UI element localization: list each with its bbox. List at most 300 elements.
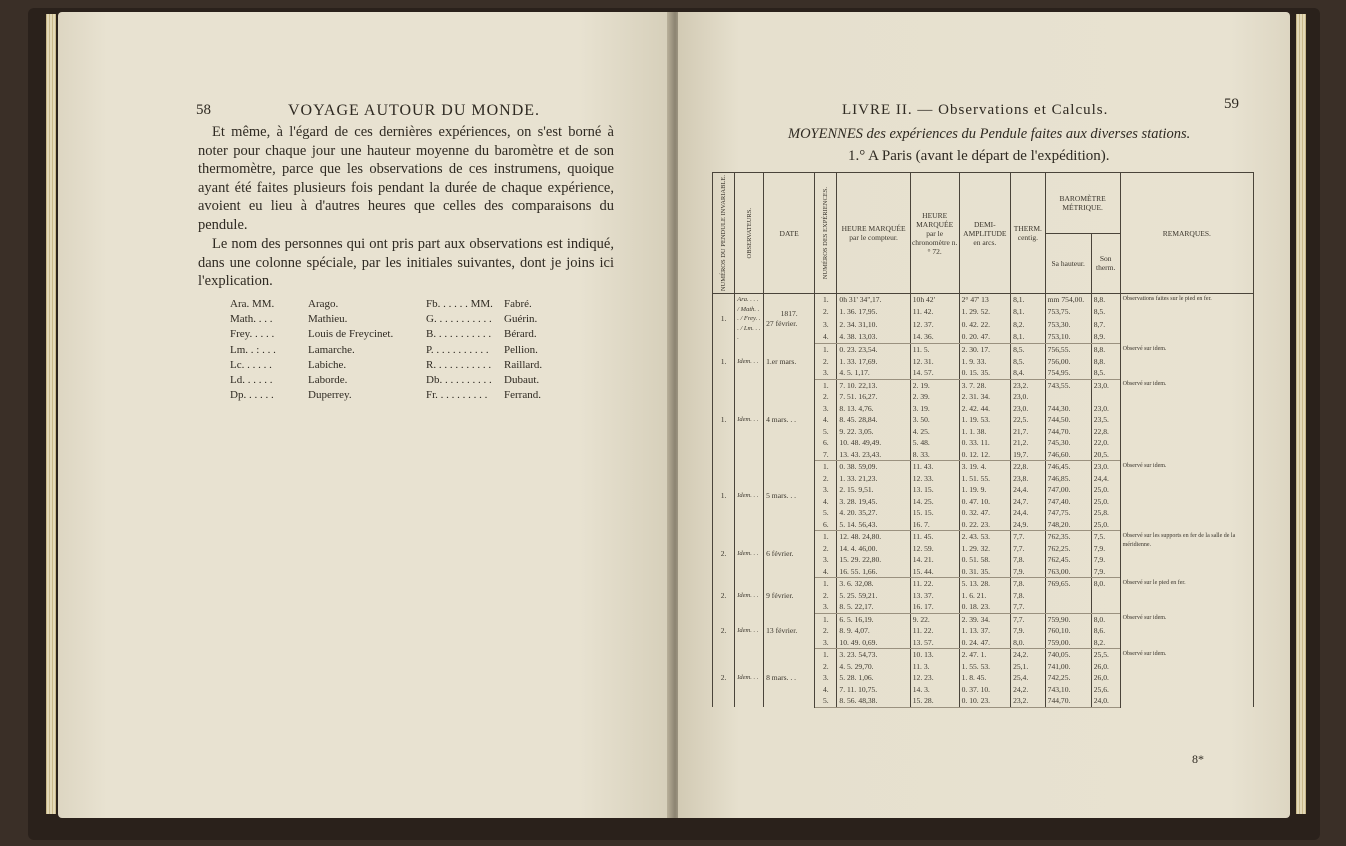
page-number-right: 59: [1224, 96, 1239, 112]
heure-chrono: 14. 3.: [910, 684, 959, 696]
abbreviation-name: Pellion.: [504, 343, 538, 356]
barometre-hauteur: 744,70.: [1045, 695, 1091, 707]
right-page-edges: [1296, 14, 1306, 814]
therm: 24,9.: [1011, 519, 1046, 531]
demi-amplitude: 2. 47. 1.: [959, 649, 1010, 661]
barometre-hauteur: 743,10.: [1045, 684, 1091, 696]
demi-amplitude: 0. 42. 22.: [959, 319, 1010, 331]
barometre-hauteur: 743,55.: [1045, 379, 1091, 391]
experience-number: 1.: [815, 379, 837, 391]
abbreviation-name: Mathieu.: [308, 313, 348, 326]
therm: 22,8.: [1011, 461, 1046, 473]
therm: 19,7.: [1011, 449, 1046, 461]
experience-number: 4.: [815, 414, 837, 426]
header-heure-chrono: HEURE MARQUÉE par le chronomètre n.° 72.: [910, 173, 959, 294]
experience-number: 5.: [815, 695, 837, 707]
heure-chrono: 14. 36.: [910, 331, 959, 344]
therm: 8,4.: [1011, 367, 1046, 379]
barometre-hauteur: 759,00.: [1045, 637, 1091, 649]
heure-chrono: 11. 5.: [910, 344, 959, 356]
abbreviation: Frey. . . . .: [230, 328, 275, 341]
demi-amplitude: 1. 1. 38.: [959, 426, 1010, 438]
barometre-therm: [1091, 391, 1120, 403]
heure-compteur: 8. 13. 4,76.: [837, 403, 910, 415]
barometre-therm: 25,6.: [1091, 684, 1120, 696]
observers: Idem. . .: [735, 461, 764, 531]
experience-number: 4.: [815, 331, 837, 344]
pendule-number: 1.: [713, 294, 735, 344]
heure-chrono: 12. 37.: [910, 319, 959, 331]
barometre-therm: 23,0.: [1091, 403, 1120, 415]
heure-chrono: 2. 19.: [910, 379, 959, 391]
experience-number: 3.: [815, 319, 837, 331]
experience-number: 2.: [815, 543, 837, 555]
experience-number: 2.: [815, 356, 837, 368]
remark: Observé sur les supports en fer de la salle de la méridienne.: [1120, 531, 1253, 578]
therm: 25,4.: [1011, 672, 1046, 684]
heure-chrono: 12. 33.: [910, 473, 959, 485]
heure-chrono: 4. 25.: [910, 426, 959, 438]
abbreviation-row: [230, 373, 400, 388]
demi-amplitude: 0. 33. 11.: [959, 437, 1010, 449]
abbreviation-name: Bérard.: [504, 328, 537, 341]
header-heure-compteur: HEURE MARQUÉE par le compteur.: [837, 173, 910, 294]
demi-amplitude: 3. 19. 4.: [959, 461, 1010, 473]
heure-chrono: 14. 25.: [910, 496, 959, 508]
heure-compteur: 16. 55. 1,66.: [837, 566, 910, 578]
therm: 8,5.: [1011, 356, 1046, 368]
remark: Observé sur le pied en fer.: [1120, 578, 1253, 614]
abbreviation-list-right: [426, 297, 596, 403]
remark: Observé sur idem.: [1120, 649, 1253, 708]
table-row: [713, 649, 1254, 661]
barometre-hauteur: 753,30.: [1045, 319, 1091, 331]
barometre-therm: 8,9.: [1091, 331, 1120, 344]
barometre-hauteur: 745,30.: [1045, 437, 1091, 449]
experience-number: 4.: [815, 566, 837, 578]
observers: Ara. . . . / Math. . . / Frey. . . / Lm. . . .: [735, 294, 764, 344]
barometre-hauteur: 747,75.: [1045, 507, 1091, 519]
heure-chrono: 13. 37.: [910, 590, 959, 602]
therm: 23,0.: [1011, 403, 1046, 415]
heure-chrono: 5. 48.: [910, 437, 959, 449]
remark: Observations faites sur le pied en fer.: [1120, 294, 1253, 344]
date: 4 mars. . .: [766, 415, 797, 425]
therm: 7,9.: [1011, 566, 1046, 578]
heure-compteur: 7. 10. 22,13.: [837, 379, 910, 391]
barometre-hauteur: 762,35.: [1045, 531, 1091, 543]
heure-chrono: 15. 28.: [910, 695, 959, 707]
heure-compteur: 8. 45. 28,84.: [837, 414, 910, 426]
table-row: [713, 344, 1254, 356]
remark: Observé sur idem.: [1120, 344, 1253, 380]
barometre-therm: 24,4.: [1091, 473, 1120, 485]
barometre-therm: 22,8.: [1091, 426, 1120, 438]
heure-chrono: 2. 39.: [910, 391, 959, 403]
heure-chrono: 10. 13.: [910, 649, 959, 661]
therm: 7,8.: [1011, 578, 1046, 590]
abbreviation: Ara. MM.: [230, 298, 275, 310]
abbreviation: G. . . . . . . . . . .: [426, 313, 492, 326]
abbreviation-name: Duperrey.: [308, 389, 352, 402]
year: 1817.: [780, 309, 798, 319]
barometre-hauteur: 756,00.: [1045, 356, 1091, 368]
demi-amplitude: 5. 13. 28.: [959, 578, 1010, 590]
abbreviation-name: Lamarche.: [308, 343, 355, 356]
therm: 7,8.: [1011, 590, 1046, 602]
demi-amplitude: 0. 15. 35.: [959, 367, 1010, 379]
heure-compteur: 5. 25. 59,21.: [837, 590, 910, 602]
barometre-therm: 20,5.: [1091, 449, 1120, 461]
experience-number: 3.: [815, 403, 837, 415]
demi-amplitude: 1. 8. 45.: [959, 672, 1010, 684]
heure-compteur: 3. 28. 19,45.: [837, 496, 910, 508]
abbreviation-row: [426, 297, 596, 312]
abbreviation-row: [230, 388, 400, 403]
observers: Idem. . .: [735, 578, 764, 614]
header-remarques: REMARQUES.: [1120, 173, 1253, 294]
table-row: [713, 461, 1254, 473]
abbreviation-row: [426, 373, 596, 388]
abbreviation: Math. . . .: [230, 313, 273, 326]
heure-compteur: 0. 38. 59,09.: [837, 461, 910, 473]
experience-number: 2.: [815, 625, 837, 637]
barometre-hauteur: 754,95.: [1045, 367, 1091, 379]
barometre-therm: 25,0.: [1091, 496, 1120, 508]
pendule-number: 2.: [713, 531, 735, 578]
observers: Idem. . .: [735, 379, 764, 461]
heure-chrono: 13. 57.: [910, 637, 959, 649]
therm: 8,1.: [1011, 306, 1046, 318]
heure-compteur: 4. 5. 29,70.: [837, 661, 910, 673]
barometre-therm: 26,0.: [1091, 672, 1120, 684]
table-subtitle: 1.° A Paris (avant le départ de l'expédition).: [848, 148, 1110, 164]
barometre-therm: 8,8.: [1091, 356, 1120, 368]
barometre-hauteur: 753,75.: [1045, 306, 1091, 318]
experience-number: 1.: [815, 578, 837, 590]
experience-number: 2.: [815, 306, 837, 318]
abbreviation-row: [426, 358, 596, 373]
heure-compteur: 5. 28. 1,06.: [837, 672, 910, 684]
demi-amplitude: 1. 13. 37.: [959, 625, 1010, 637]
demi-amplitude: 1. 51. 55.: [959, 473, 1010, 485]
experience-number: 1.: [815, 344, 837, 356]
barometre-hauteur: 763,00.: [1045, 566, 1091, 578]
heure-chrono: 11. 3.: [910, 661, 959, 673]
date-cell: [764, 613, 815, 649]
pendule-number: 2.: [713, 578, 735, 614]
demi-amplitude: 0. 24. 47.: [959, 637, 1010, 649]
therm: 22,5.: [1011, 414, 1046, 426]
heure-compteur: 3. 6. 32,08.: [837, 578, 910, 590]
demi-amplitude: 1. 29. 32.: [959, 543, 1010, 555]
barometre-hauteur: [1045, 391, 1091, 403]
abbreviation-row: [230, 312, 400, 327]
pendule-number: 1.: [713, 379, 735, 461]
barometre-hauteur: 746,45.: [1045, 461, 1091, 473]
abbreviation-name: Laborde.: [308, 374, 348, 387]
demi-amplitude: 0. 22. 23.: [959, 519, 1010, 531]
therm: 7,7.: [1011, 613, 1046, 625]
barometre-hauteur: 747,00.: [1045, 484, 1091, 496]
demi-amplitude: 2. 42. 44.: [959, 403, 1010, 415]
date-cell: [764, 531, 815, 578]
barometre-hauteur: [1045, 590, 1091, 602]
barometre-hauteur: 762,45.: [1045, 554, 1091, 566]
experience-number: 2.: [815, 661, 837, 673]
barometre-therm: 8,0.: [1091, 613, 1120, 625]
barometre-hauteur: mm 754,00.: [1045, 294, 1091, 307]
experience-number: 6.: [815, 519, 837, 531]
barometre-therm: 25,0.: [1091, 519, 1120, 531]
barometre-hauteur: 741,00.: [1045, 661, 1091, 673]
heure-compteur: 4. 5. 1,17.: [837, 367, 910, 379]
demi-amplitude: 0. 47. 10.: [959, 496, 1010, 508]
abbreviation-row: [230, 343, 400, 358]
heure-compteur: 1. 33. 17,69.: [837, 356, 910, 368]
abbreviation-row: [426, 343, 596, 358]
abbreviation-name: Raillard.: [504, 358, 543, 371]
heure-compteur: 14. 4. 46,00.: [837, 543, 910, 555]
heure-chrono: 15. 44.: [910, 566, 959, 578]
heure-chrono: 12. 23.: [910, 672, 959, 684]
experience-number: 1.: [815, 649, 837, 661]
heure-chrono: 11. 22.: [910, 625, 959, 637]
date: 5 mars. . .: [766, 490, 797, 500]
barometre-therm: [1091, 590, 1120, 602]
paragraph-1: Et même, à l'égard de ces dernières expériences, on s'est borné à noter pour chaque jour une hauteur moyenne du baromètre et de son thermomètre, parce que les observations de ces instrumens, quoique ayant été faites plusieurs fois pendant la durée de chaque expérience, avoient eu lieu à d'autres heures que celles des comparaisons du pendule.: [198, 124, 614, 233]
abbreviation-name: Louis de Freycinet.: [308, 328, 394, 341]
header-date: DATE: [764, 173, 815, 294]
abbreviation-name: Dubaut.: [504, 374, 540, 387]
observers: Idem. . .: [735, 649, 764, 708]
heure-compteur: 7. 51. 16,27.: [837, 391, 910, 403]
header-therm: THERM. centig.: [1011, 173, 1046, 294]
barometre-therm: 8,5.: [1091, 367, 1120, 379]
experience-number: 6.: [815, 437, 837, 449]
remark: Observé sur idem.: [1120, 379, 1253, 461]
demi-amplitude: 0. 31. 35.: [959, 566, 1010, 578]
heure-compteur: 1. 36. 17,95.: [837, 306, 910, 318]
barometre-therm: 25,0.: [1091, 484, 1120, 496]
experience-number: 2.: [815, 391, 837, 403]
demi-amplitude: 0. 37. 10.: [959, 684, 1010, 696]
therm: 7,8.: [1011, 554, 1046, 566]
demi-amplitude: 1. 29. 52.: [959, 306, 1010, 318]
heure-compteur: 7. 11. 10,75.: [837, 684, 910, 696]
barometre-hauteur: 746,85.: [1045, 473, 1091, 485]
experience-number: 5.: [815, 426, 837, 438]
barometre-therm: 7,9.: [1091, 554, 1120, 566]
date: 8 mars. . .: [766, 673, 797, 683]
barometre-therm: 24,0.: [1091, 695, 1120, 707]
therm: 24,7.: [1011, 496, 1046, 508]
heure-compteur: 12. 48. 24,80.: [837, 531, 910, 543]
heure-compteur: 3. 23. 54,73.: [837, 649, 910, 661]
header-sa-hauteur: Sa hauteur.: [1045, 233, 1091, 294]
page-number-left: 58: [196, 102, 211, 118]
heure-chrono: 16. 7.: [910, 519, 959, 531]
heure-compteur: 1. 33. 21,23.: [837, 473, 910, 485]
experience-number: 1.: [815, 531, 837, 543]
demi-amplitude: 0. 51. 58.: [959, 554, 1010, 566]
heure-chrono: 9. 22.: [910, 613, 959, 625]
date-cell: [764, 294, 815, 344]
heure-chrono: 11. 22.: [910, 578, 959, 590]
demi-amplitude: 3. 7. 28.: [959, 379, 1010, 391]
abbreviation-row: [230, 297, 400, 312]
abbreviation-row: [426, 388, 596, 403]
therm: 23,2.: [1011, 379, 1046, 391]
barometre-therm: 8,8.: [1091, 344, 1120, 356]
heure-chrono: 11. 45.: [910, 531, 959, 543]
table-row: [713, 531, 1254, 543]
abbreviation-row: [426, 327, 596, 342]
demi-amplitude: 0. 10. 23.: [959, 695, 1010, 707]
barometre-hauteur: 746,60.: [1045, 449, 1091, 461]
barometre-hauteur: [1045, 601, 1091, 613]
barometre-hauteur: 769,65.: [1045, 578, 1091, 590]
heure-compteur: 15. 29. 22,80.: [837, 554, 910, 566]
remark: Observé sur idem.: [1120, 461, 1253, 531]
experience-number: 1.: [815, 294, 837, 307]
therm: 21,2.: [1011, 437, 1046, 449]
heure-compteur: 9. 22. 3,05.: [837, 426, 910, 438]
header-demi-amplitude: DEMI-AMPLITUDE en arcs.: [959, 173, 1010, 294]
therm: 8,1.: [1011, 331, 1046, 344]
therm: 7,7.: [1011, 601, 1046, 613]
demi-amplitude: 1. 6. 21.: [959, 590, 1010, 602]
header-pendule: NUMÉROS DU PENDULE INVARIABLE.: [713, 173, 735, 294]
demi-amplitude: 1. 19. 53.: [959, 414, 1010, 426]
experience-number: 2.: [815, 473, 837, 485]
therm: 8,0.: [1011, 637, 1046, 649]
heure-compteur: 10. 48. 49,49.: [837, 437, 910, 449]
observers: Idem. . .: [735, 344, 764, 380]
heure-compteur: 4. 20. 35,27.: [837, 507, 910, 519]
heure-compteur: 4. 38. 13,03.: [837, 331, 910, 344]
abbreviation-name: Arago.: [308, 298, 339, 310]
demi-amplitude: 0. 20. 47.: [959, 331, 1010, 344]
heure-chrono: 11. 42.: [910, 306, 959, 318]
barometre-hauteur: 744,30.: [1045, 403, 1091, 415]
therm: 24,2.: [1011, 649, 1046, 661]
barometre-therm: 7,9.: [1091, 543, 1120, 555]
paragraph-2: Le nom des personnes qui ont pris part aux observations est indiqué, dans une colonne spéciale, par les initiales suivantes, dont je joins ici l'explication.: [198, 236, 614, 290]
heure-chrono: 13. 15.: [910, 484, 959, 496]
barometre-hauteur: 748,20.: [1045, 519, 1091, 531]
barometre-hauteur: 762,25.: [1045, 543, 1091, 555]
header-observateurs: OBSERVATEURS.: [735, 173, 764, 294]
date-cell: [764, 578, 815, 614]
barometre-therm: 8,6.: [1091, 625, 1120, 637]
demi-amplitude: 1. 9. 33.: [959, 356, 1010, 368]
heure-chrono: 11. 43.: [910, 461, 959, 473]
heure-compteur: 2. 15. 9,51.: [837, 484, 910, 496]
experience-number: 1.: [815, 461, 837, 473]
barometre-therm: 8,7.: [1091, 319, 1120, 331]
pendule-number: 2.: [713, 649, 735, 708]
remark: Observé sur idem.: [1120, 613, 1253, 649]
running-head-right: LIVRE II. — Observations et Calculs.: [842, 102, 1109, 118]
experience-number: 1.: [815, 613, 837, 625]
abbreviation-row: [230, 327, 400, 342]
right-page: [678, 12, 1290, 818]
therm: 8,5.: [1011, 344, 1046, 356]
barometre-hauteur: 747,40.: [1045, 496, 1091, 508]
abbreviation: Fb. . . . . . MM.: [426, 298, 493, 310]
heure-compteur: 0h 31' 34'',17.: [837, 294, 910, 307]
barometre-hauteur: 760,10.: [1045, 625, 1091, 637]
pendule-number: 1.: [713, 344, 735, 380]
demi-amplitude: 1. 19. 9.: [959, 484, 1010, 496]
barometre-therm: 7,9.: [1091, 566, 1120, 578]
heure-compteur: 8. 5. 22,17.: [837, 601, 910, 613]
experience-number: 7.: [815, 449, 837, 461]
heure-compteur: 8. 56. 48,38.: [837, 695, 910, 707]
table-row: [713, 613, 1254, 625]
date-cell: [764, 461, 815, 531]
observations-table: [712, 172, 1254, 708]
barometre-therm: 25,8.: [1091, 507, 1120, 519]
heure-compteur: 8. 9. 4,07.: [837, 625, 910, 637]
heure-chrono: 14. 21.: [910, 554, 959, 566]
therm: 21,7.: [1011, 426, 1046, 438]
heure-compteur: 2. 34. 31,10.: [837, 319, 910, 331]
heure-chrono: 3. 19.: [910, 403, 959, 415]
abbreviation: Db. . . . . . . . . .: [426, 374, 492, 387]
header-barometre: BAROMÈTRE MÉTRIQUE.: [1045, 173, 1120, 234]
heure-compteur: 6. 5. 16,19.: [837, 613, 910, 625]
experience-number: 3.: [815, 554, 837, 566]
abbreviation-list-left: [230, 297, 400, 403]
table-row: [713, 294, 1254, 307]
table-row: [713, 379, 1254, 391]
heure-compteur: 13. 43. 23,43.: [837, 449, 910, 461]
barometre-therm: 7,5.: [1091, 531, 1120, 543]
experience-number: 4.: [815, 496, 837, 508]
barometre-therm: 26,0.: [1091, 661, 1120, 673]
barometre-therm: 22,0.: [1091, 437, 1120, 449]
experience-number: 3.: [815, 601, 837, 613]
experience-number: 3.: [815, 484, 837, 496]
date: 9 février.: [766, 590, 794, 600]
heure-chrono: 15. 15.: [910, 507, 959, 519]
therm: 24,4.: [1011, 507, 1046, 519]
left-page: [58, 12, 670, 818]
table-row: [713, 578, 1254, 590]
date-cell: [764, 344, 815, 380]
experience-number: 3.: [815, 672, 837, 684]
heure-chrono: 10h 42': [910, 294, 959, 307]
therm: 7,9.: [1011, 625, 1046, 637]
date: 6 février.: [766, 549, 794, 559]
table-title: MOYENNES des expériences du Pendule faites aux diverses stations.: [788, 126, 1191, 142]
barometre-hauteur: 740,05.: [1045, 649, 1091, 661]
abbreviation-name: Labiche.: [308, 358, 347, 371]
heure-compteur: 10. 49. 0,69.: [837, 637, 910, 649]
abbreviation-row: [230, 358, 400, 373]
heure-chrono: 16. 17.: [910, 601, 959, 613]
date: 1.er mars.: [766, 356, 797, 366]
therm: 23,8.: [1011, 473, 1046, 485]
experience-number: 5.: [815, 507, 837, 519]
abbreviation: Dp. . . . . .: [230, 389, 274, 402]
date: 27 février.: [766, 318, 798, 328]
running-head-left: VOYAGE AUTOUR DU MONDE.: [288, 102, 541, 119]
barometre-therm: 8,2.: [1091, 637, 1120, 649]
heure-chrono: 12. 59.: [910, 543, 959, 555]
